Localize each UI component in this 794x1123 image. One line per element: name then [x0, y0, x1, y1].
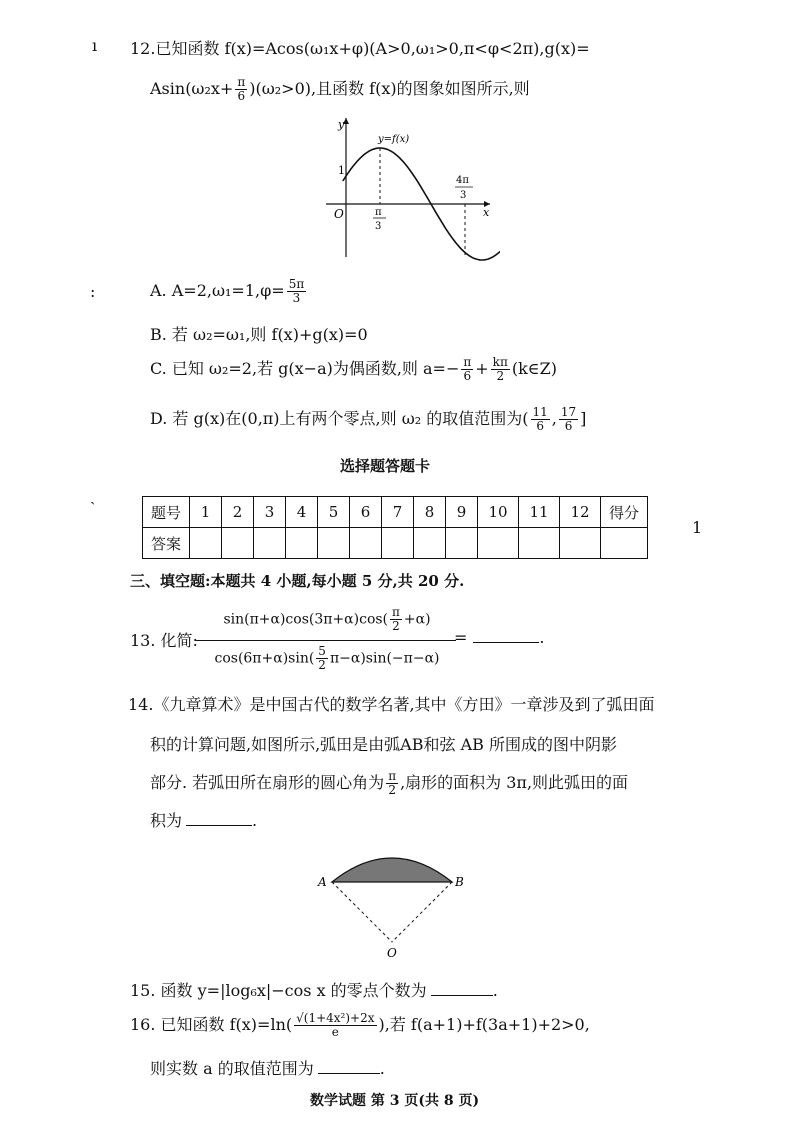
- q16-line1: 16. 已知函数 f(x)=ln( $\frac{\text{√(1+4x²)+2x}}{e}$ ),若 f(a+1)+f(3a+1)+2>0,: [130, 1011, 590, 1039]
- answer-card-table: [142, 496, 648, 559]
- answer-input-3[interactable]: [254, 528, 286, 559]
- q14-line3: 部分. 若弧田所在扇形的圆心角为 $\frac{\pi}{2}$ ,扇形的面积为 3π,则此弧田的面: [150, 769, 629, 797]
- arc-field-shaded-region: [332, 858, 452, 882]
- answer-card-cell: 题号: [143, 497, 190, 528]
- side-page-mark: 1: [692, 518, 703, 537]
- answer-input-6[interactable]: [350, 528, 382, 559]
- answer-input-7[interactable]: [382, 528, 414, 559]
- answer-card-cell: 答案: [143, 528, 190, 559]
- answer-card-header-row: [143, 497, 648, 528]
- q12-line2: Asin(ω₂x+ $\frac{\pi}{6}$ )(ω₂>0),且函数 f(x)的图象如图所示,则: [150, 75, 530, 103]
- q16-answer-blank[interactable]: [318, 1073, 380, 1074]
- q14-answer-blank[interactable]: [186, 825, 252, 826]
- q12-option-b[interactable]: B. 若 ω₂=ω₁,则 f(x)+g(x)=0: [150, 325, 368, 344]
- q12-option-d[interactable]: D. 若 g(x)在(0,π)上有两个零点,则 ω₂ 的取值范围为( $\frac{11}{6}$ , $\frac{17}{6}$ ]: [150, 405, 587, 433]
- answer-input-4[interactable]: [286, 528, 318, 559]
- point-A: A: [318, 875, 327, 889]
- q12-line1: 12.已知函数 f(x)=Acos(ω₁x+φ)(A>0,ω₁>0,π<φ<2π),g(x)=: [130, 39, 590, 58]
- answer-card-cell: 得分: [601, 497, 648, 528]
- origin-label: O: [334, 207, 344, 221]
- point-B: B: [455, 875, 464, 889]
- answer-input-5[interactable]: [318, 528, 350, 559]
- answer-card-cell: 4: [286, 497, 318, 528]
- answer-card-cell: 10: [478, 497, 519, 528]
- tick-4pi3-den: 3: [460, 190, 467, 201]
- answer-input-11[interactable]: [519, 528, 560, 559]
- answer-input-2[interactable]: [222, 528, 254, 559]
- answer-input-12[interactable]: [560, 528, 601, 559]
- q12-margin-mark: ı: [92, 36, 98, 55]
- q13-tail: = .: [454, 628, 545, 647]
- q14-line2: 积的计算问题,如图所示,弧田是由弧AB和弦 AB 所围成的图中阴影: [150, 735, 617, 754]
- q13-answer-blank[interactable]: [473, 642, 539, 643]
- answer-card-cell: 9: [446, 497, 478, 528]
- answer-card-cell: 7: [382, 497, 414, 528]
- y-label: y: [338, 118, 345, 131]
- answer-input-8[interactable]: [414, 528, 446, 559]
- q15: 15. 函数 y=|log₆x|−cos x 的零点个数为 .: [130, 981, 498, 1000]
- answer-card-cell: 3: [254, 497, 286, 528]
- radius-OB: [392, 882, 452, 942]
- q13-fraction-bar: [196, 640, 456, 641]
- answer-card-cell: 8: [414, 497, 446, 528]
- q13-denominator: cos(6π+α)sin( $\frac{5}{2}$ π−α)sin(−π−α): [214, 644, 440, 672]
- q14-figure: [314, 838, 474, 964]
- tick-4pi3-num: 4π: [456, 175, 469, 186]
- page-footer: 数学试题 第 3 页(共 8 页): [310, 1093, 480, 1109]
- x-label: x: [483, 206, 490, 219]
- answer-input-1[interactable]: [190, 528, 222, 559]
- answer-card-cell: 5: [318, 497, 350, 528]
- curve-label: y=f(x): [378, 134, 410, 145]
- score-input[interactable]: [601, 528, 648, 559]
- q15-answer-blank[interactable]: [431, 995, 493, 996]
- answer-input-9[interactable]: [446, 528, 478, 559]
- q14-line4: 积为 .: [150, 811, 258, 830]
- tick-pi3-num: π: [375, 207, 382, 218]
- answer-card-title: 选择题答题卡: [340, 457, 431, 475]
- point-O: O: [387, 946, 397, 960]
- answer-card-cell: 1: [190, 497, 222, 528]
- answer-card-cell: 11: [519, 497, 560, 528]
- q13-numerator: sin(π+α)cos(3π+α)cos( $\frac{\pi}{2}$ +α): [223, 605, 431, 633]
- tick-pi3-den: 3: [375, 221, 382, 232]
- q14-line1: 14.《九章算术》是中国古代的数学名著,其中《方田》一章涉及到了弧田面: [128, 695, 655, 714]
- q12-option-a[interactable]: A. A=2,ω₁=1,φ= $\frac{5\pi}{3}$: [150, 277, 305, 305]
- answer-card-cell: 2: [222, 497, 254, 528]
- q16-line2: 则实数 a 的取值范围为 .: [150, 1059, 385, 1078]
- answer-card-answer-row: [143, 528, 648, 559]
- q12-graph: [320, 112, 500, 262]
- left-margin-mark-b: ˎ: [90, 486, 96, 505]
- answer-card-cell: 12: [560, 497, 601, 528]
- q12-option-c[interactable]: C. 已知 ω₂=2,若 g(x−a)为偶函数,则 a=− $\frac{\pi}{6}$ + $\frac{k\pi}{2}$ (k∈Z): [150, 355, 557, 383]
- left-margin-mark-a: :: [90, 282, 96, 301]
- y-tick-1: 1: [338, 164, 345, 177]
- section3-heading: 三、填空题:本题共 4 小题,每小题 5 分,共 20 分.: [130, 572, 465, 590]
- answer-card-cell: 6: [350, 497, 382, 528]
- radius-OA: [332, 882, 392, 942]
- answer-input-10[interactable]: [478, 528, 519, 559]
- q13-label: 13. 化简:: [130, 631, 198, 650]
- q12-frac-pi6: $\frac{\pi}{6}$: [237, 75, 246, 103]
